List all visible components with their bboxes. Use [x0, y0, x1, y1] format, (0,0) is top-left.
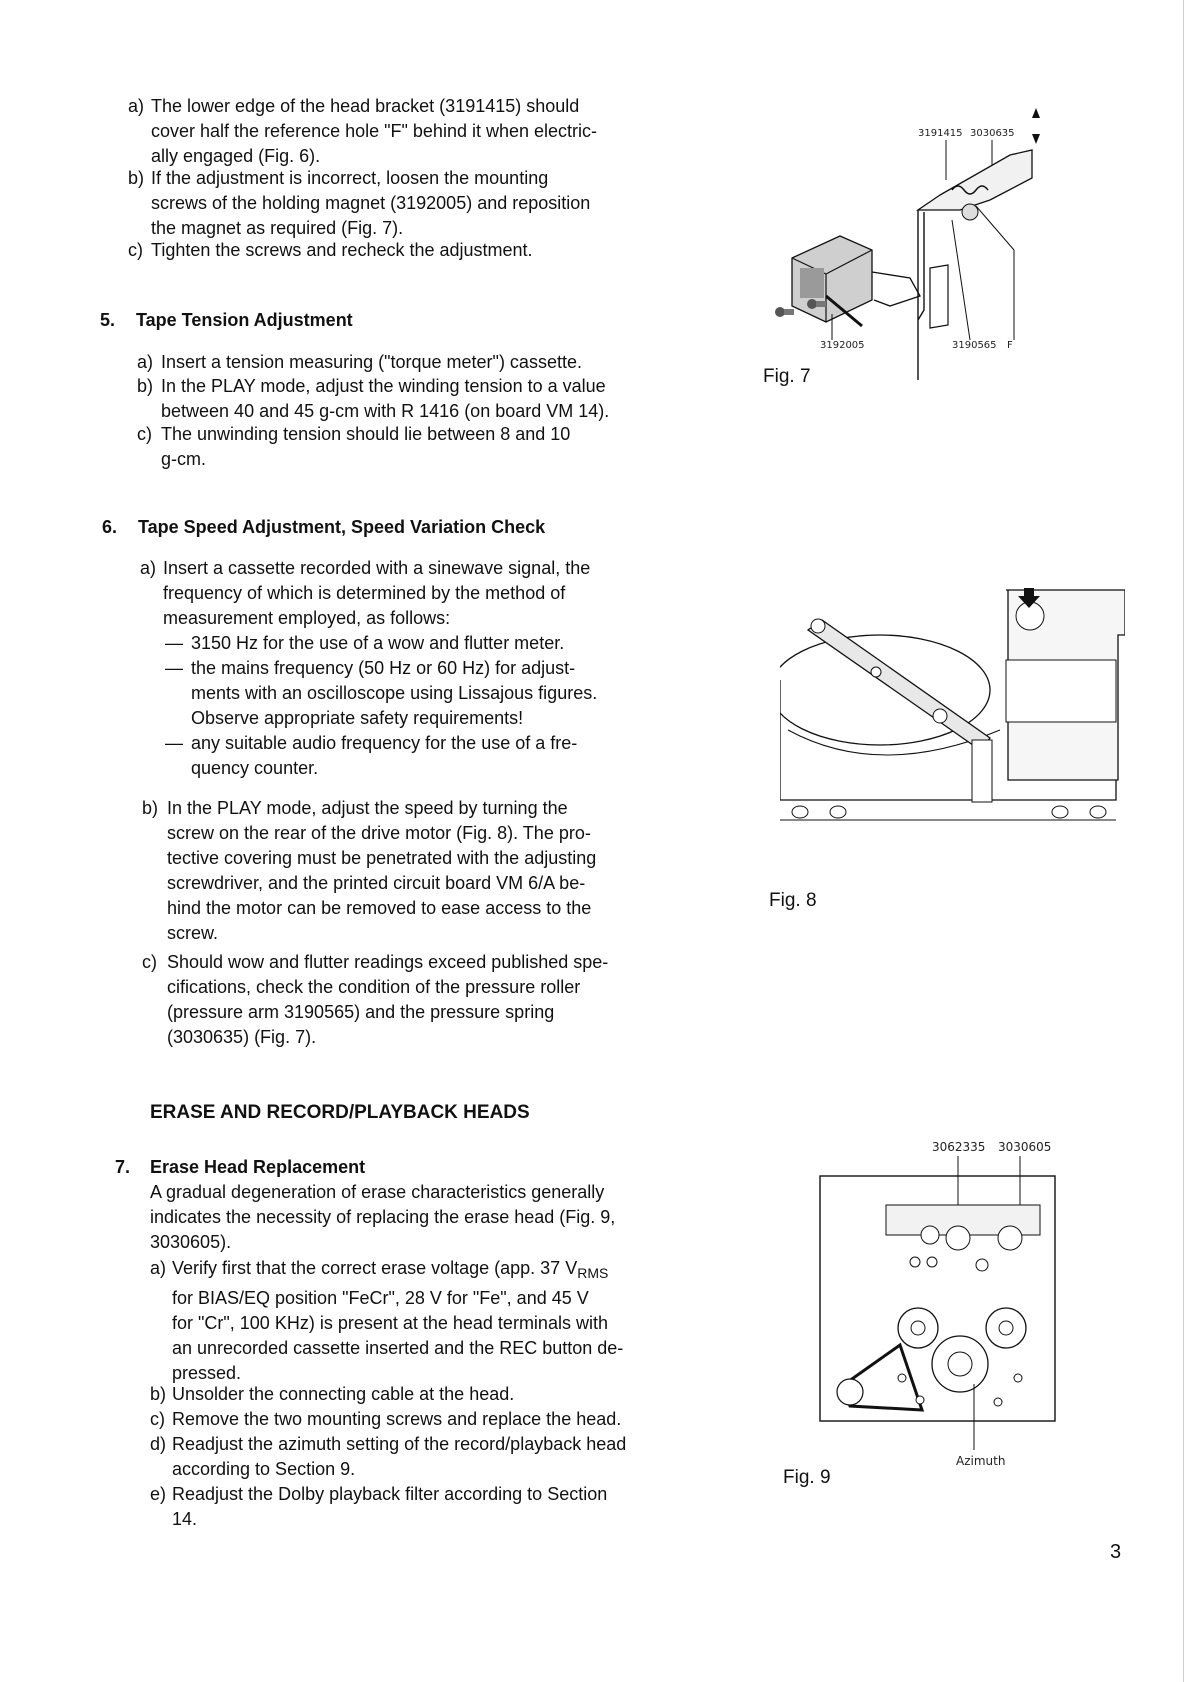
item-label: b) [128, 168, 145, 188]
text-line: according to Section 9. [172, 1459, 356, 1479]
list-item [150, 1482, 710, 1532]
text-line: tective covering must be penetrated with the adjusting [167, 848, 597, 868]
heads-section-heading: ERASE AND RECORD/PLAYBACK HEADS [150, 1102, 530, 1123]
text-line: ments with an oscilloscope using Lissajous figures. [191, 683, 598, 703]
section-6-number: 6. [102, 517, 118, 537]
text-line: (pressure arm 3190565) and the pressure spring [167, 1002, 555, 1022]
fig7-label-3191415: 3191415 [918, 128, 963, 139]
fig7-arrow-icon [1032, 108, 1040, 144]
list-item [137, 350, 697, 375]
item-label: a) [137, 352, 154, 372]
item-label: b) [150, 1384, 167, 1404]
fig7-caption: Fig. 7 [763, 366, 811, 387]
text-line: for "Cr", 100 KHz) is present at the head terminals with [172, 1313, 608, 1333]
text-line: Unsolder the connecting cable at the head. [172, 1384, 515, 1404]
list-item [150, 1407, 710, 1432]
item-label: b) [137, 376, 154, 396]
text-line: an unrecorded cassette inserted and the REC button de- [172, 1338, 624, 1358]
text-line: g-cm. [161, 449, 206, 469]
text-line: frequency of which is determined by the method of [163, 583, 566, 603]
section-6-item-b [142, 796, 702, 946]
list-item [137, 374, 697, 424]
item-label: a) [140, 558, 157, 578]
text-line: ally engaged (Fig. 6). [151, 146, 321, 166]
erase-voltage-text: Verify first that the correct erase voltage (app. 37 V [172, 1258, 578, 1278]
text-line: Observe appropriate safety requirements! [191, 708, 524, 728]
item-label: d) [150, 1434, 167, 1454]
section-6-item-c [142, 950, 702, 1050]
text-line: Readjust the Dolby playback filter according to Section [172, 1484, 608, 1504]
dash-item [165, 656, 705, 731]
page-edge-rule [1183, 0, 1184, 1682]
fig7-drawing [770, 100, 1140, 380]
text-line: pressed. [172, 1363, 242, 1383]
text-line: 3150 Hz for the use of a wow and flutter meter. [191, 633, 565, 653]
section-7-number: 7. [115, 1157, 131, 1177]
fig9-caption: Fig. 9 [783, 1467, 831, 1488]
text-line: the magnet as required (Fig. 7). [151, 218, 404, 238]
text-line: Should wow and flutter readings exceed published spe- [167, 952, 609, 972]
fig8-drawing [780, 580, 1125, 835]
dash-item [165, 631, 705, 656]
text-line: between 40 and 45 g-cm with R 1416 (on board VM 14). [161, 401, 610, 421]
text-line: Insert a tension measuring ("torque meter") cassette. [161, 352, 582, 372]
item-label: c) [137, 424, 152, 444]
section-6-heading [102, 515, 545, 539]
list-item [137, 422, 697, 472]
page-number: 3 [1110, 1541, 1122, 1563]
list-item [128, 94, 688, 169]
text-line: the mains frequency (50 Hz or 60 Hz) for adjust- [191, 658, 576, 678]
fig7-label-3030635: 3030635 [970, 128, 1015, 139]
text-line: 3030605). [150, 1232, 232, 1252]
section-5-title: Tape Tension Adjustment [136, 310, 353, 330]
section-6-item-a [140, 556, 700, 631]
text-line: A gradual degeneration of erase characteristics generally [150, 1182, 605, 1202]
item-label: c) [128, 240, 143, 260]
fig7-label-3190565: 3190565 [952, 340, 997, 351]
text-line: quency counter. [191, 758, 319, 778]
dash-mark: — [165, 633, 183, 653]
section-7-title: Erase Head Replacement [150, 1157, 366, 1177]
text-line: measurement employed, as follows: [163, 608, 451, 628]
text-line: screwdriver, and the printed circuit board VM 6/A be- [167, 873, 586, 893]
fig9-label-3030605: 3030605 [998, 1140, 1052, 1154]
list-item [150, 1382, 710, 1407]
fig8-caption: Fig. 8 [769, 890, 817, 911]
text-line: 14. [172, 1509, 198, 1529]
section-5-heading [100, 308, 353, 332]
text-line: (3030635) (Fig. 7). [167, 1027, 317, 1047]
dash-mark: — [165, 733, 183, 753]
item-label: c) [150, 1409, 165, 1429]
dash-mark: — [165, 658, 183, 678]
fig9-label-azimuth: Azimuth [956, 1454, 1006, 1468]
text-line: In the PLAY mode, adjust the winding tension to a value [161, 376, 606, 396]
text-line: In the PLAY mode, adjust the speed by turning the [167, 798, 568, 818]
list-item [128, 166, 688, 241]
fig7-label-3192005: 3192005 [820, 340, 865, 351]
text-line: hind the motor can be removed to ease access to the [167, 898, 592, 918]
section-7-intro [150, 1180, 710, 1255]
text-line: indicates the necessity of replacing the erase head (Fig. 9, [150, 1207, 616, 1227]
fig9-label-3062335: 3062335 [932, 1140, 986, 1154]
text-line: Tighten the screws and recheck the adjustment. [151, 240, 533, 260]
section-7-heading [115, 1155, 365, 1179]
section-6-title: Tape Speed Adjustment, Speed Variation Check [138, 517, 546, 537]
section-5-number: 5. [100, 310, 116, 330]
text-line: screw on the rear of the drive motor (Fig. 8). The pro- [167, 823, 591, 843]
text-line: cifications, check the condition of the pressure roller [167, 977, 581, 997]
text-line: Readjust the azimuth setting of the record/playback head [172, 1434, 627, 1454]
section-7-item-a [150, 1256, 710, 1386]
item-label: b) [142, 798, 159, 818]
item-label: e) [150, 1484, 167, 1504]
text-line: The unwinding tension should lie between 8 and 10 [161, 424, 571, 444]
text-line: for BIAS/EQ position "FeCr", 28 V for "Fe", and 45 V [172, 1288, 589, 1308]
text-line: screw. [167, 923, 219, 943]
text-line: Insert a cassette recorded with a sinewave signal, the [163, 558, 591, 578]
list-item [150, 1432, 710, 1482]
item-label: c) [142, 952, 157, 972]
fig7-label-f: F [1007, 340, 1013, 351]
text-line: screws of the holding magnet (3192005) and reposition [151, 193, 591, 213]
text-line: any suitable audio frequency for the use of a fre- [191, 733, 578, 753]
text-line: Remove the two mounting screws and replace the head. [172, 1409, 622, 1429]
dash-item [165, 731, 705, 781]
item-label: a) [128, 96, 145, 116]
text-line: The lower edge of the head bracket (3191415) should [151, 96, 580, 116]
rms-subscript: RMS [577, 1265, 609, 1281]
fig9-drawing [810, 1140, 1070, 1475]
item-label: a) [150, 1258, 167, 1278]
text-line: If the adjustment is incorrect, loosen the mounting [151, 168, 549, 188]
text-line: cover half the reference hole "F" behind it when electric- [151, 121, 598, 141]
list-item [128, 238, 688, 263]
